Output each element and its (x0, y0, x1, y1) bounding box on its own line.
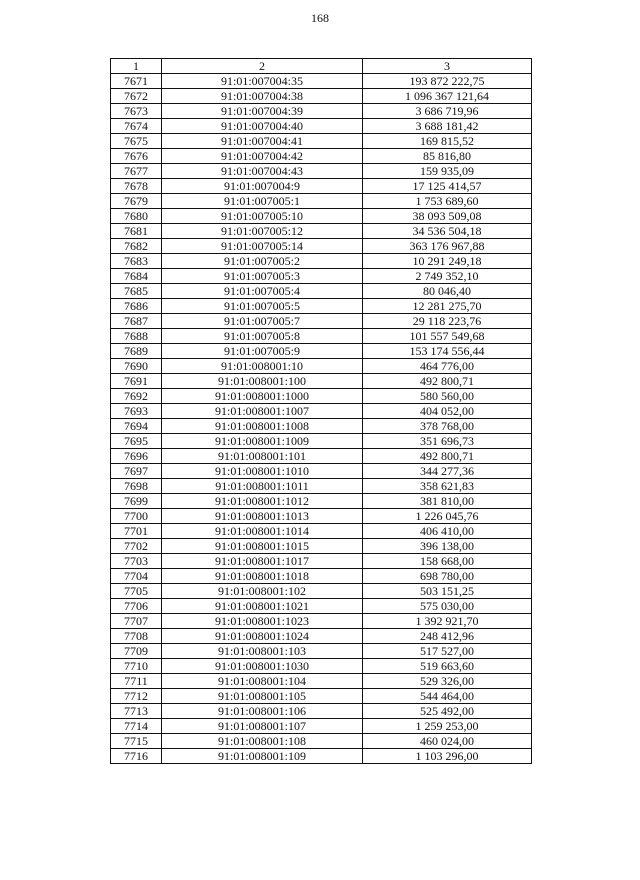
row-number-cell: 7691 (111, 374, 162, 389)
cadastral-number-cell: 91:01:007004:9 (162, 179, 363, 194)
row-number-cell: 7694 (111, 419, 162, 434)
row-number-cell: 7701 (111, 524, 162, 539)
table-row (111, 224, 532, 239)
table-row (111, 704, 532, 719)
cadastral-number-cell: 91:01:008001:1012 (162, 494, 363, 509)
table-row (111, 539, 532, 554)
row-number-cell: 7697 (111, 464, 162, 479)
column-header-cadastral-number: 2 (162, 59, 363, 74)
table-row (111, 89, 532, 104)
row-number-cell: 7715 (111, 734, 162, 749)
cadastral-number-cell: 91:01:008001:1015 (162, 539, 363, 554)
cadastral-number-cell: 91:01:008001:1013 (162, 509, 363, 524)
row-number-cell: 7689 (111, 344, 162, 359)
row-number-cell: 7685 (111, 284, 162, 299)
cadastral-value-cell: 1 226 045,76 (363, 509, 532, 524)
cadastral-value-cell: 525 492,00 (363, 704, 532, 719)
row-number-cell: 7683 (111, 254, 162, 269)
cadastral-value-cell: 406 410,00 (363, 524, 532, 539)
cadastral-value-cell: 404 052,00 (363, 404, 532, 419)
cadastral-value-cell: 396 138,00 (363, 539, 532, 554)
table-row (111, 629, 532, 644)
row-number-cell: 7672 (111, 89, 162, 104)
table-row (111, 494, 532, 509)
cadastral-value-cell: 698 780,00 (363, 569, 532, 584)
row-number-cell: 7710 (111, 659, 162, 674)
table-row (111, 554, 532, 569)
row-number-cell: 7676 (111, 149, 162, 164)
cadastral-number-cell: 91:01:007005:1 (162, 194, 363, 209)
table-row (111, 374, 532, 389)
cadastral-number-cell: 91:01:008001:1018 (162, 569, 363, 584)
row-number-cell: 7698 (111, 479, 162, 494)
table-row (111, 719, 532, 734)
table-row (111, 269, 532, 284)
row-number-cell: 7712 (111, 689, 162, 704)
row-number-cell: 7684 (111, 269, 162, 284)
row-number-cell: 7690 (111, 359, 162, 374)
cadastral-number-cell: 91:01:007005:4 (162, 284, 363, 299)
row-number-cell: 7709 (111, 644, 162, 659)
row-number-cell: 7699 (111, 494, 162, 509)
table-row (111, 74, 532, 89)
cadastral-value-cell: 503 151,25 (363, 584, 532, 599)
cadastral-value-cell: 363 176 967,88 (363, 239, 532, 254)
row-number-cell: 7688 (111, 329, 162, 344)
cadastral-value-cell: 10 291 249,18 (363, 254, 532, 269)
table-row (111, 284, 532, 299)
row-number-cell: 7705 (111, 584, 162, 599)
table-row (111, 734, 532, 749)
table-row (111, 749, 532, 764)
cadastral-number-cell: 91:01:007004:43 (162, 164, 363, 179)
cadastral-number-cell: 91:01:008001:1007 (162, 404, 363, 419)
cadastral-value-cell: 460 024,00 (363, 734, 532, 749)
table-row (111, 254, 532, 269)
cadastral-value-cell: 517 527,00 (363, 644, 532, 659)
cadastral-value-cell: 580 560,00 (363, 389, 532, 404)
row-number-cell: 7713 (111, 704, 162, 719)
row-number-cell: 7680 (111, 209, 162, 224)
cadastral-value-cell: 3 688 181,42 (363, 119, 532, 134)
table-header-row (111, 59, 532, 74)
cadastral-number-cell: 91:01:007004:40 (162, 119, 363, 134)
row-number-cell: 7677 (111, 164, 162, 179)
cadastral-number-cell: 91:01:007005:5 (162, 299, 363, 314)
table-row (111, 389, 532, 404)
row-number-cell: 7686 (111, 299, 162, 314)
cadastral-value-cell: 492 800,71 (363, 449, 532, 464)
cadastral-number-cell: 91:01:007005:7 (162, 314, 363, 329)
cadastral-value-cell: 169 815,52 (363, 134, 532, 149)
cadastral-number-cell: 91:01:008001:1000 (162, 389, 363, 404)
cadastral-value-cell: 29 118 223,76 (363, 314, 532, 329)
row-number-cell: 7702 (111, 539, 162, 554)
row-number-cell: 7711 (111, 674, 162, 689)
table-row (111, 104, 532, 119)
cadastral-value-cell: 17 125 414,57 (363, 179, 532, 194)
row-number-cell: 7679 (111, 194, 162, 209)
row-number-cell: 7695 (111, 434, 162, 449)
cadastral-number-cell: 91:01:007004:41 (162, 134, 363, 149)
cadastral-value-cell: 153 174 556,44 (363, 344, 532, 359)
table-row (111, 404, 532, 419)
cadastral-value-cell: 575 030,00 (363, 599, 532, 614)
cadastral-value-cell: 85 816,80 (363, 149, 532, 164)
cadastral-value-cell: 544 464,00 (363, 689, 532, 704)
row-number-cell: 7703 (111, 554, 162, 569)
table-row (111, 599, 532, 614)
cadastral-value-cell: 12 281 275,70 (363, 299, 532, 314)
cadastral-value-cell: 34 536 504,18 (363, 224, 532, 239)
row-number-cell: 7706 (111, 599, 162, 614)
row-number-cell: 7682 (111, 239, 162, 254)
cadastral-number-cell: 91:01:008001:1010 (162, 464, 363, 479)
page-number: 168 (311, 11, 329, 25)
cadastral-value-cell: 1 103 296,00 (363, 749, 532, 764)
cadastral-value-cell: 159 935,09 (363, 164, 532, 179)
table-row (111, 419, 532, 434)
cadastral-number-cell: 91:01:008001:105 (162, 689, 363, 704)
row-number-cell: 7693 (111, 404, 162, 419)
table-row (111, 524, 532, 539)
cadastral-number-cell: 91:01:008001:1008 (162, 419, 363, 434)
cadastral-value-cell: 80 046,40 (363, 284, 532, 299)
table-row (111, 314, 532, 329)
cadastral-number-cell: 91:01:008001:106 (162, 704, 363, 719)
cadastral-number-cell: 91:01:008001:109 (162, 749, 363, 764)
row-number-cell: 7708 (111, 629, 162, 644)
table-row (111, 614, 532, 629)
cadastral-number-cell: 91:01:008001:1009 (162, 434, 363, 449)
table-row (111, 149, 532, 164)
cadastral-number-cell: 91:01:008001:100 (162, 374, 363, 389)
cadastral-number-cell: 91:01:007005:3 (162, 269, 363, 284)
table-body (111, 74, 532, 764)
row-number-cell: 7704 (111, 569, 162, 584)
table-row (111, 659, 532, 674)
table-row (111, 479, 532, 494)
cadastral-number-cell: 91:01:008001:101 (162, 449, 363, 464)
cadastral-value-cell: 3 686 719,96 (363, 104, 532, 119)
cadastral-value-cell: 2 749 352,10 (363, 269, 532, 284)
table-row (111, 329, 532, 344)
table-row (111, 674, 532, 689)
cadastral-number-cell: 91:01:007005:2 (162, 254, 363, 269)
row-number-cell: 7696 (111, 449, 162, 464)
cadastral-number-cell: 91:01:007004:38 (162, 89, 363, 104)
cadastral-number-cell: 91:01:007005:9 (162, 344, 363, 359)
column-header-number: 1 (111, 59, 162, 74)
cadastral-value-cell: 248 412,96 (363, 629, 532, 644)
cadastral-number-cell: 91:01:007004:35 (162, 74, 363, 89)
cadastral-value-cell: 529 326,00 (363, 674, 532, 689)
cadastral-value-cell: 101 557 549,68 (363, 329, 532, 344)
cadastral-number-cell: 91:01:008001:1017 (162, 554, 363, 569)
row-number-cell: 7681 (111, 224, 162, 239)
cadastral-value-cell: 1 392 921,70 (363, 614, 532, 629)
row-number-cell: 7673 (111, 104, 162, 119)
table-row (111, 344, 532, 359)
row-number-cell: 7700 (111, 509, 162, 524)
cadastral-value-cell: 1 753 689,60 (363, 194, 532, 209)
cadastral-value-cell: 381 810,00 (363, 494, 532, 509)
table-row (111, 569, 532, 584)
cadastral-number-cell: 91:01:008001:107 (162, 719, 363, 734)
row-number-cell: 7716 (111, 749, 162, 764)
cadastral-number-cell: 91:01:007005:12 (162, 224, 363, 239)
cadastral-value-cell: 158 668,00 (363, 554, 532, 569)
cadastral-number-cell: 91:01:008001:1021 (162, 599, 363, 614)
table-row (111, 299, 532, 314)
cadastral-value-cell: 519 663,60 (363, 659, 532, 674)
cadastral-value-cell: 358 621,83 (363, 479, 532, 494)
cadastral-number-cell: 91:01:008001:1014 (162, 524, 363, 539)
cadastral-number-cell: 91:01:008001:103 (162, 644, 363, 659)
row-number-cell: 7675 (111, 134, 162, 149)
table-row (111, 509, 532, 524)
table-row (111, 644, 532, 659)
table-row (111, 134, 532, 149)
table-row (111, 689, 532, 704)
cadastral-number-cell: 91:01:008001:1024 (162, 629, 363, 644)
row-number-cell: 7707 (111, 614, 162, 629)
table-row (111, 464, 532, 479)
table-row (111, 359, 532, 374)
cadastral-number-cell: 91:01:008001:102 (162, 584, 363, 599)
cadastral-value-table (110, 58, 532, 764)
cadastral-value-cell: 193 872 222,75 (363, 74, 532, 89)
row-number-cell: 7678 (111, 179, 162, 194)
cadastral-number-cell: 91:01:007005:10 (162, 209, 363, 224)
cadastral-value-cell: 344 277,36 (363, 464, 532, 479)
row-number-cell: 7671 (111, 74, 162, 89)
cadastral-value-cell: 38 093 509,08 (363, 209, 532, 224)
cadastral-value-cell: 378 768,00 (363, 419, 532, 434)
cadastral-number-cell: 91:01:007004:39 (162, 104, 363, 119)
cadastral-number-cell: 91:01:008001:1023 (162, 614, 363, 629)
table-row (111, 209, 532, 224)
cadastral-number-cell: 91:01:007005:14 (162, 239, 363, 254)
cadastral-value-cell: 351 696,73 (363, 434, 532, 449)
cadastral-number-cell: 91:01:008001:1030 (162, 659, 363, 674)
table-row (111, 434, 532, 449)
cadastral-number-cell: 91:01:008001:108 (162, 734, 363, 749)
cadastral-number-cell: 91:01:008001:1011 (162, 479, 363, 494)
cadastral-number-cell: 91:01:007004:42 (162, 149, 363, 164)
table-row (111, 239, 532, 254)
row-number-cell: 7687 (111, 314, 162, 329)
column-header-value: 3 (363, 59, 532, 74)
table-row (111, 584, 532, 599)
cadastral-number-cell: 91:01:008001:10 (162, 359, 363, 374)
row-number-cell: 7674 (111, 119, 162, 134)
table-row (111, 179, 532, 194)
row-number-cell: 7692 (111, 389, 162, 404)
cadastral-value-cell: 1 096 367 121,64 (363, 89, 532, 104)
table-row (111, 449, 532, 464)
table-row (111, 119, 532, 134)
cadastral-value-cell: 492 800,71 (363, 374, 532, 389)
row-number-cell: 7714 (111, 719, 162, 734)
cadastral-value-cell: 464 776,00 (363, 359, 532, 374)
table-row (111, 164, 532, 179)
cadastral-value-cell: 1 259 253,00 (363, 719, 532, 734)
cadastral-number-cell: 91:01:008001:104 (162, 674, 363, 689)
cadastral-number-cell: 91:01:007005:8 (162, 329, 363, 344)
table-row (111, 194, 532, 209)
